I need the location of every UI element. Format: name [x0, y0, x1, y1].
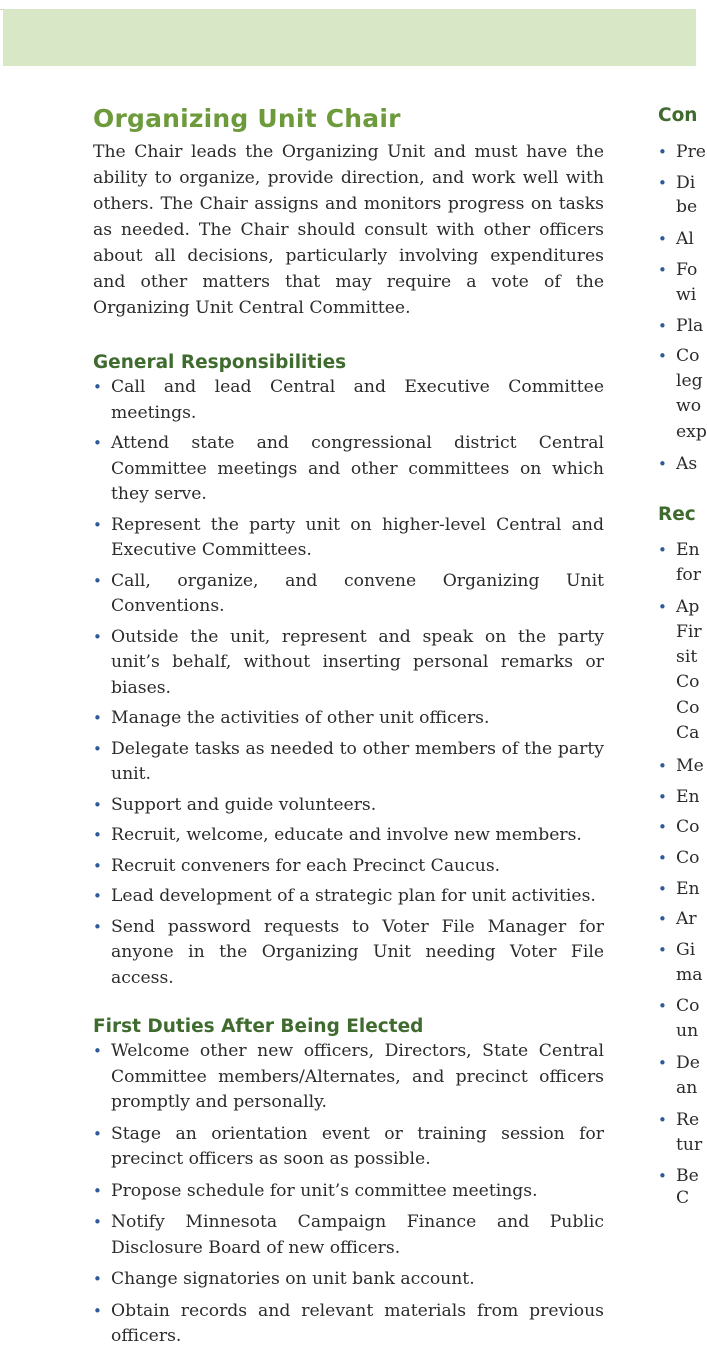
- right-text-fragment: De: [676, 1053, 700, 1073]
- right-text-fragment: Ap: [676, 597, 700, 617]
- list-item: • Obtain records and relevant materials from previous officers.: [93, 1299, 604, 1350]
- list-item: • Send password requests to Voter File Manager for anyone in the Organizing Unit needing Voter File access.: [93, 915, 604, 992]
- bullet: •: [658, 788, 667, 806]
- list-item: • Manage the activities of other unit officers.: [93, 706, 604, 732]
- right-text-fragment: Be: [676, 1166, 699, 1186]
- bullet: •: [658, 455, 667, 473]
- list-item: • Propose schedule for unit’s committee meetings.: [93, 1179, 604, 1205]
- list-item: • Welcome other new officers, Directors, State Central Committee members/Alternates, and precinct officers promptly and personally.: [93, 1039, 604, 1116]
- right-text-fragment: un: [676, 1021, 699, 1041]
- first-duties-list: [93, 1039, 604, 1350]
- bullet: •: [658, 598, 667, 616]
- general-responsibilities-heading: General Responsibilities: [93, 352, 347, 373]
- list-item: • Recruit conveners for each Precinct Caucus.: [93, 854, 604, 880]
- list-item: • Lead development of a strategic plan for unit activities.: [93, 884, 604, 910]
- right-text-fragment: ma: [676, 965, 703, 985]
- right-text-fragment: sit: [676, 647, 698, 667]
- list-item: • Change signatories on unit bank account.: [93, 1267, 604, 1293]
- bullet: •: [658, 941, 667, 959]
- bullet: •: [658, 757, 667, 775]
- bullet: •: [658, 818, 667, 836]
- bullet: •: [658, 849, 667, 867]
- right-text-fragment: for: [676, 565, 701, 585]
- list-item: • Notify Minnesota Campaign Finance and Public Disclosure Board of new officers.: [93, 1210, 604, 1261]
- right-text-fragment: Co: [676, 672, 700, 692]
- list-item: • Recruit, welcome, educate and involve new members.: [93, 823, 604, 849]
- list-item: • Stage an orientation event or training session for precinct officers as soon as possible.: [93, 1122, 604, 1173]
- right-text-fragment: Ca: [676, 723, 700, 743]
- right-text-fragment: Co: [676, 698, 700, 718]
- right-text-fragment: Co: [676, 996, 700, 1016]
- header-banner: [3, 9, 696, 66]
- list-item: • Represent the party unit on higher-level Central and Executive Committees.: [93, 513, 604, 564]
- right-text-fragment: wi: [676, 285, 697, 305]
- right-text-fragment: be: [676, 197, 698, 217]
- right-section-heading: Con: [658, 105, 698, 126]
- bullet: •: [658, 997, 667, 1015]
- right-text-fragment: Al: [676, 229, 694, 249]
- page-title: Organizing Unit Chair: [93, 104, 401, 133]
- bullet: •: [658, 1111, 667, 1129]
- right-text-fragment: exp: [676, 422, 707, 442]
- list-item: • Support and guide volunteers.: [93, 793, 604, 819]
- right-text-fragment: En: [676, 540, 700, 560]
- right-text-fragment: Co: [676, 848, 700, 868]
- right-text-fragment: wo: [676, 396, 702, 416]
- list-item: • Outside the unit, represent and speak on the party unit’s behalf, without inserting personal remarks or biases.: [93, 625, 604, 702]
- general-responsibilities-list: [93, 375, 604, 991]
- bullet: •: [658, 1054, 667, 1072]
- list-item: • Attend state and congressional district Central Committee meetings and other committees on which they serve.: [93, 431, 604, 508]
- right-text-fragment: C: [676, 1188, 690, 1208]
- first-duties-heading: First Duties After Being Elected: [93, 1016, 424, 1037]
- right-text-fragment: Co: [676, 817, 700, 837]
- bullet: •: [658, 541, 667, 559]
- right-text-fragment: tur: [676, 1135, 703, 1155]
- left-column: [93, 103, 604, 1356]
- list-item: • Delegate tasks as needed to other members of the party unit.: [93, 737, 604, 788]
- right-text-fragment: En: [676, 879, 700, 899]
- bullet: •: [658, 880, 667, 898]
- right-text-fragment: Me: [676, 756, 704, 776]
- right-text-fragment: Pre: [676, 142, 706, 162]
- right-text-fragment: Pla: [676, 316, 704, 336]
- right-text-fragment: Co: [676, 346, 700, 366]
- list-item: • Call, organize, and convene Organizing Unit Conventions.: [93, 569, 604, 620]
- list-item: • Call and lead Central and Executive Committee meetings.: [93, 375, 604, 426]
- bullet: •: [658, 317, 667, 335]
- right-column-clipped: [658, 0, 707, 1208]
- bullet: •: [658, 174, 667, 192]
- right-text-fragment: Di: [676, 173, 696, 193]
- bullet: •: [658, 230, 667, 248]
- right-text-fragment: Fir: [676, 622, 702, 642]
- bullet: •: [658, 910, 667, 928]
- right-text-fragment: As: [676, 454, 698, 474]
- right-text-fragment: Fo: [676, 260, 698, 280]
- bullet: •: [658, 1167, 667, 1185]
- bullet: •: [658, 347, 667, 365]
- right-text-fragment: an: [676, 1078, 698, 1098]
- bullet: •: [658, 261, 667, 279]
- right-section-heading: Rec: [658, 504, 696, 525]
- right-text-fragment: Gi: [676, 940, 696, 960]
- right-text-fragment: En: [676, 787, 700, 807]
- bullet: •: [658, 143, 667, 161]
- right-text-fragment: Re: [676, 1110, 700, 1130]
- right-text-fragment: Ar: [676, 909, 697, 929]
- right-text-fragment: leg: [676, 371, 703, 391]
- intro-paragraph: The Chair leads the Organizing Unit and must have the ability to organize, provide direction, and work well with others. The Chair assigns and monitors progress on tasks as needed. The Chair should consult with other officers about all decisions, particularly involving expenditures and other matters that may require a vote of the Organizing Unit Central Committee.: [93, 142, 604, 318]
